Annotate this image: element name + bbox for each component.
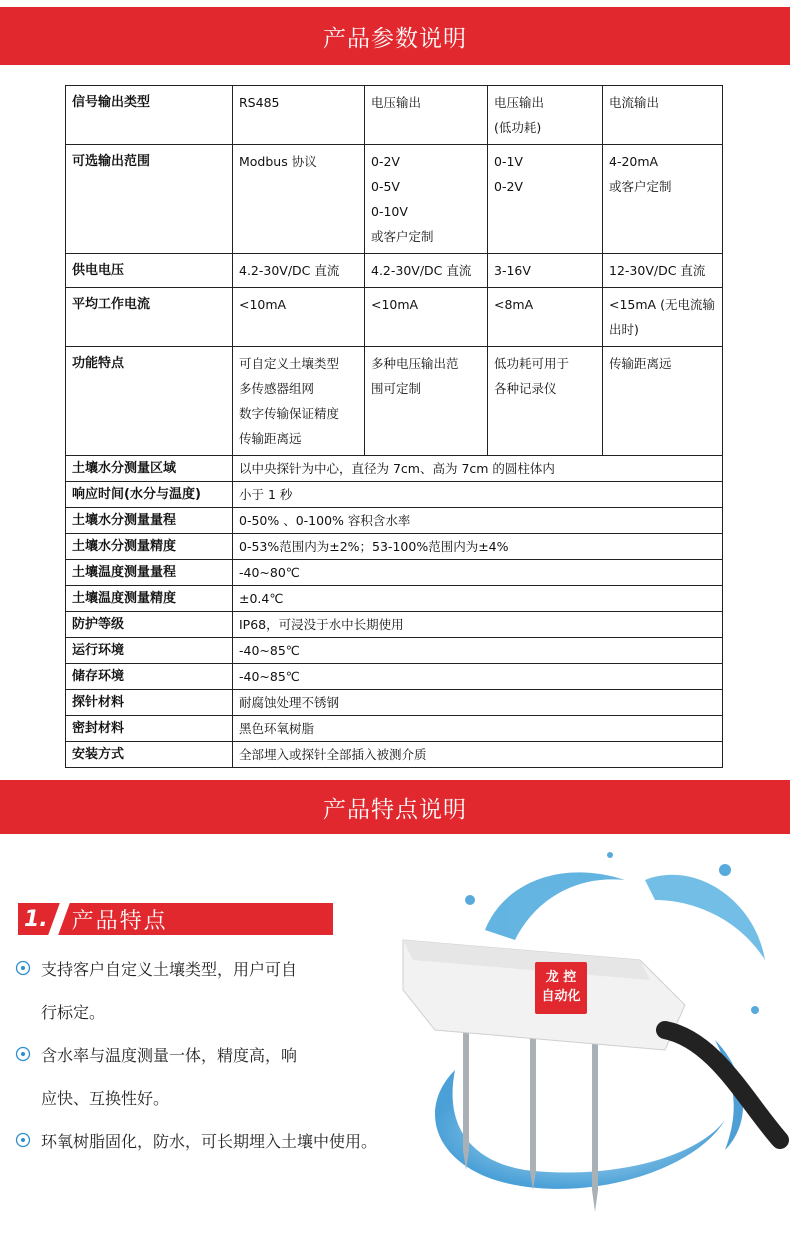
table-cell <box>603 145 723 254</box>
row-label: 储存环境 <box>66 664 233 690</box>
row-label: 安装方式 <box>66 742 233 768</box>
table-cell <box>603 347 723 456</box>
cell-line: 可自定义土壤类型 <box>239 356 340 371</box>
feature-text: 环氧树脂固化，防水，可长期埋入土壤中使用。 <box>41 1132 378 1151</box>
cell-line: 传输距离远 <box>239 431 302 446</box>
row-value: 0-53%范围内为±2%；53-100%范围内为±4% <box>233 534 723 560</box>
row-label: 防护等级 <box>66 612 233 638</box>
table-cell <box>488 254 603 288</box>
table-cell <box>365 254 488 288</box>
table-cell <box>365 288 488 347</box>
table-row <box>66 664 723 690</box>
row-label: 土壤温度测量精度 <box>66 586 233 612</box>
cell-line: 4.2-30V/DC 直流 <box>239 263 340 278</box>
table-cell <box>488 347 603 456</box>
cell-line: 4.2-30V/DC 直流 <box>371 263 472 278</box>
row-label: 响应时间(水分与温度) <box>66 482 233 508</box>
banner-title: 产品参数说明 <box>323 25 467 52</box>
table-row <box>66 612 723 638</box>
row-value: 耐腐蚀处理不锈钢 <box>233 690 723 716</box>
cell-line: 或客户定制 <box>371 229 434 244</box>
table-row <box>66 638 723 664</box>
table-row <box>66 508 723 534</box>
table-cell <box>233 347 365 456</box>
cell-line: 0-10V <box>371 204 408 219</box>
feature-item <box>15 991 415 1034</box>
bullet-icon <box>15 1132 31 1148</box>
bullet-icon <box>15 1046 31 1062</box>
banner-title: 产品特点说明 <box>323 796 467 823</box>
row-label: 密封材料 <box>66 716 233 742</box>
cell-line: 0-1V <box>494 154 523 169</box>
row-label: 供电电压 <box>66 254 233 288</box>
row-label: 土壤水分测量精度 <box>66 534 233 560</box>
feature-item <box>15 1077 415 1120</box>
row-label: 土壤水分测量量程 <box>66 508 233 534</box>
table-cell <box>603 86 723 145</box>
row-label: 土壤水分测量区域 <box>66 456 233 482</box>
table-cell <box>365 347 488 456</box>
sensor-illustration <box>395 840 790 1252</box>
table-row <box>66 716 723 742</box>
feature-text: 行标定。 <box>41 1003 106 1022</box>
table-cell <box>488 288 603 347</box>
logo-line: 自动化 <box>541 989 581 1004</box>
row-label: 可选输出范围 <box>66 145 233 254</box>
row-value: -40~80℃ <box>233 560 723 586</box>
row-value: 0-50% 、0-100% 容积含水率 <box>233 508 723 534</box>
table-cell <box>233 288 365 347</box>
feature-item <box>15 948 415 991</box>
table-row <box>66 288 723 347</box>
cell-line: 0-2V <box>371 154 400 169</box>
row-label: 运行环境 <box>66 638 233 664</box>
cell-line: 多传感器组网 <box>239 381 315 396</box>
feature-item <box>15 1120 415 1163</box>
cell-line: <10mA <box>239 297 287 312</box>
row-label: 探针材料 <box>66 690 233 716</box>
row-value: -40~85℃ <box>233 664 723 690</box>
row-label: 信号输出类型 <box>66 86 233 145</box>
cell-line: 数字传输保证精度 <box>239 406 340 421</box>
feature-item <box>15 1034 415 1077</box>
table-cell <box>233 145 365 254</box>
brand-logo <box>535 962 587 1014</box>
table-row <box>66 456 723 482</box>
table-row <box>66 560 723 586</box>
table-row <box>66 347 723 456</box>
cell-line: <15mA (无电流输 <box>609 297 715 312</box>
row-value: IP68，可浸没于水中长期使用 <box>233 612 723 638</box>
table-row <box>66 690 723 716</box>
table-row <box>66 145 723 254</box>
table-cell <box>233 86 365 145</box>
cell-line: 或客户定制 <box>609 179 672 194</box>
row-value: 小于 1 秒 <box>233 482 723 508</box>
table-row <box>66 534 723 560</box>
row-value: -40~85℃ <box>233 638 723 664</box>
row-value: 以中央探针为中心，直径为 7cm、高为 7cm 的圆柱体内 <box>233 456 723 482</box>
row-value: 黑色环氧树脂 <box>233 716 723 742</box>
table-row <box>66 254 723 288</box>
table-row <box>66 586 723 612</box>
cell-line: 出时) <box>609 322 639 337</box>
bullet-icon <box>15 1003 31 1019</box>
row-label: 功能特点 <box>66 347 233 456</box>
table-cell <box>488 145 603 254</box>
feature-text: 含水率与温度测量一体，精度高，响 <box>41 1046 298 1065</box>
table-row <box>66 742 723 768</box>
cell-line: <10mA <box>371 297 419 312</box>
table-cell <box>365 86 488 145</box>
section-banner-params <box>0 7 790 65</box>
table-cell <box>233 254 365 288</box>
cell-line: 围可定制 <box>371 381 422 396</box>
params-table <box>65 85 723 768</box>
cell-line: 传输距离远 <box>609 356 672 371</box>
features-heading <box>18 903 333 935</box>
cell-line: 电压输出 <box>371 95 422 110</box>
cell-line: 0-2V <box>494 179 523 194</box>
table-row <box>66 86 723 145</box>
cell-line: 各种记录仪 <box>494 381 557 396</box>
cell-line: 低功耗可用于 <box>494 356 570 371</box>
cell-line: (低功耗) <box>494 120 542 135</box>
features-title: 产品特点 <box>71 908 168 934</box>
table-cell <box>603 288 723 347</box>
table-cell <box>365 145 488 254</box>
feature-text: 支持客户自定义土壤类型，用户可自 <box>41 960 298 979</box>
section-banner-features <box>0 780 790 834</box>
row-label: 土壤温度测量量程 <box>66 560 233 586</box>
cell-line: 多种电压输出范 <box>371 356 459 371</box>
cell-line: 4-20mA <box>609 154 659 169</box>
row-label: 平均工作电流 <box>66 288 233 347</box>
bullet-icon <box>15 1089 31 1105</box>
cell-line: 12-30V/DC 直流 <box>609 263 706 278</box>
row-value: ±0.4℃ <box>233 586 723 612</box>
bullet-icon <box>15 960 31 976</box>
cell-line: 0-5V <box>371 179 400 194</box>
logo-line: 龙 控 <box>545 970 577 985</box>
features-list <box>15 948 415 1163</box>
table-cell <box>488 86 603 145</box>
cell-line: Modbus 协议 <box>239 154 317 169</box>
cell-line: 电流输出 <box>609 95 660 110</box>
cell-line: <8mA <box>494 297 534 312</box>
cell-line: 3-16V <box>494 263 531 278</box>
table-row <box>66 482 723 508</box>
table-cell <box>603 254 723 288</box>
row-value: 全部埋入或探针全部插入被测介质 <box>233 742 723 768</box>
cell-line: RS485 <box>239 95 280 110</box>
cell-line: 电压输出 <box>494 95 545 110</box>
heading-slash <box>48 903 70 935</box>
feature-text: 应快、互换性好。 <box>41 1089 170 1108</box>
features-number: 1. <box>24 906 48 932</box>
